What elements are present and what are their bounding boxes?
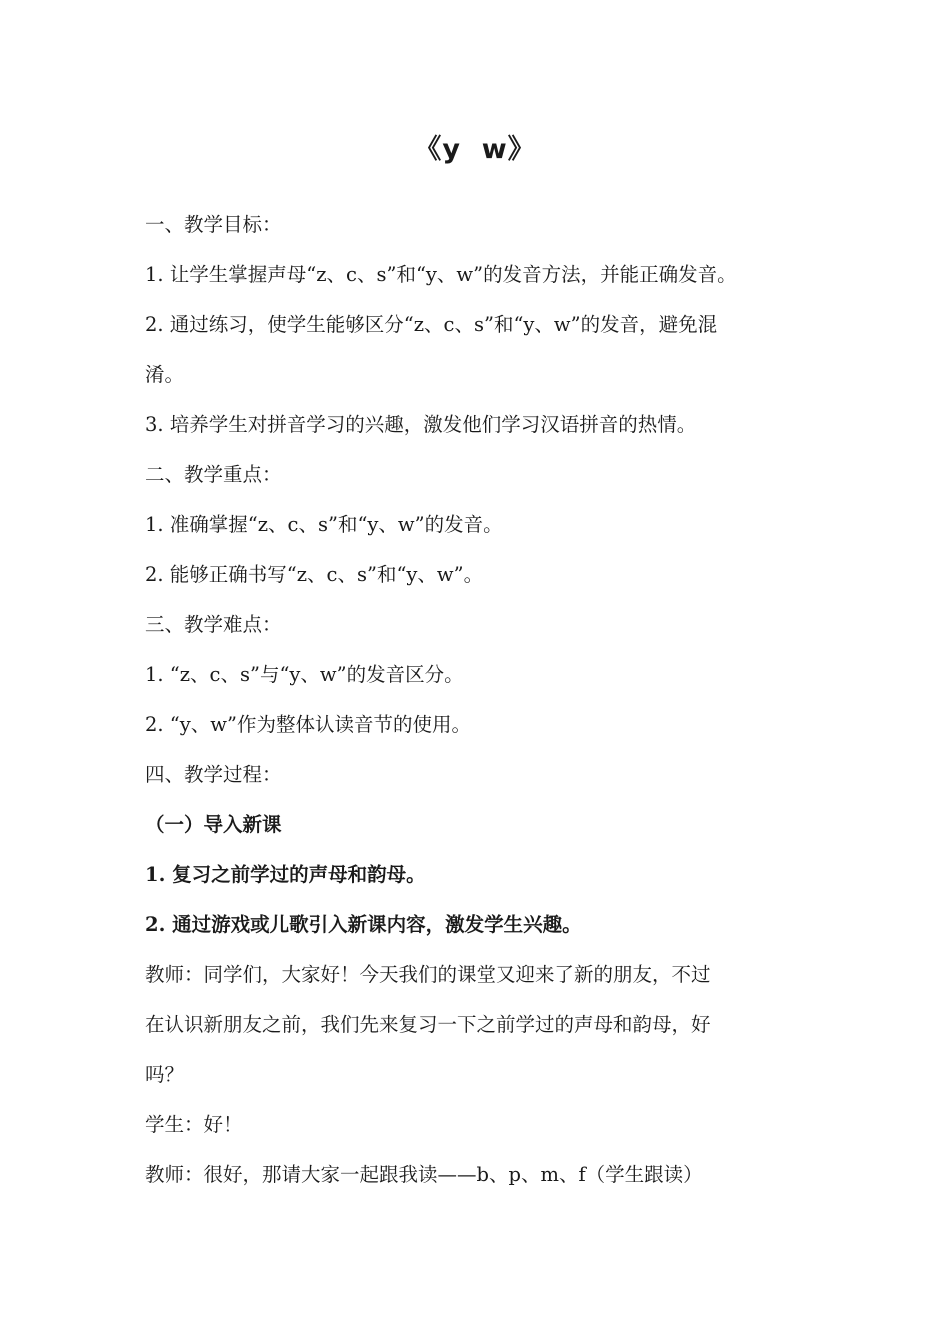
paragraph-line: 三、教学难点： xyxy=(145,613,282,636)
paragraph-line: 四、教学过程： xyxy=(145,763,282,786)
paragraph-line: 1. 复习之前学过的声母和韵母。 xyxy=(145,863,426,886)
paragraph-line: 吗？ xyxy=(145,1063,185,1086)
paragraph-line: 淆。 xyxy=(145,363,185,386)
paragraph-line: 3. 培养学生对拼音学习的兴趣，激发他们学习汉语拼音的热情。 xyxy=(145,413,697,436)
paragraph-line: 1. “z、c、s”与“y、w”的发音区分。 xyxy=(145,663,464,686)
paragraph-line: 在认识新朋友之前，我们先来复习一下之前学过的声母和韵母，好 xyxy=(145,1013,711,1036)
document-body xyxy=(145,200,810,1200)
paragraph-line: （一）导入新课 xyxy=(145,813,282,836)
paragraph-line: 学生：好！ xyxy=(145,1113,243,1136)
paragraph-line: 1. 准确掌握“z、c、s”和“y、w”的发音。 xyxy=(145,513,503,536)
paragraph-line: 2. 通过练习，使学生能够区分“z、c、s”和“y、w”的发音，避免混 xyxy=(145,313,718,336)
paragraph-line: 2. 能够正确书写“z、c、s”和“y、w”。 xyxy=(145,563,484,586)
paragraph-line: 教师：很好，那请大家一起跟我读——b、p、m、f（学生跟读） xyxy=(145,1163,703,1186)
document-title: 《y w》 xyxy=(414,134,536,165)
paragraph-line: 1. 让学生掌握声母“z、c、s”和“y、w”的发音方法，并能正确发音。 xyxy=(145,263,737,286)
paragraph-line: 教师：同学们，大家好！今天我们的课堂又迎来了新的朋友，不过 xyxy=(145,963,711,986)
paragraph-line: 2. 通过游戏或儿歌引入新课内容，激发学生兴趣。 xyxy=(145,913,582,936)
paragraph-line: 2. “y、w”作为整体认读音节的使用。 xyxy=(145,713,471,736)
paragraph-line: 二、教学重点： xyxy=(145,463,282,486)
paragraph-line: 一、教学目标： xyxy=(145,213,282,236)
